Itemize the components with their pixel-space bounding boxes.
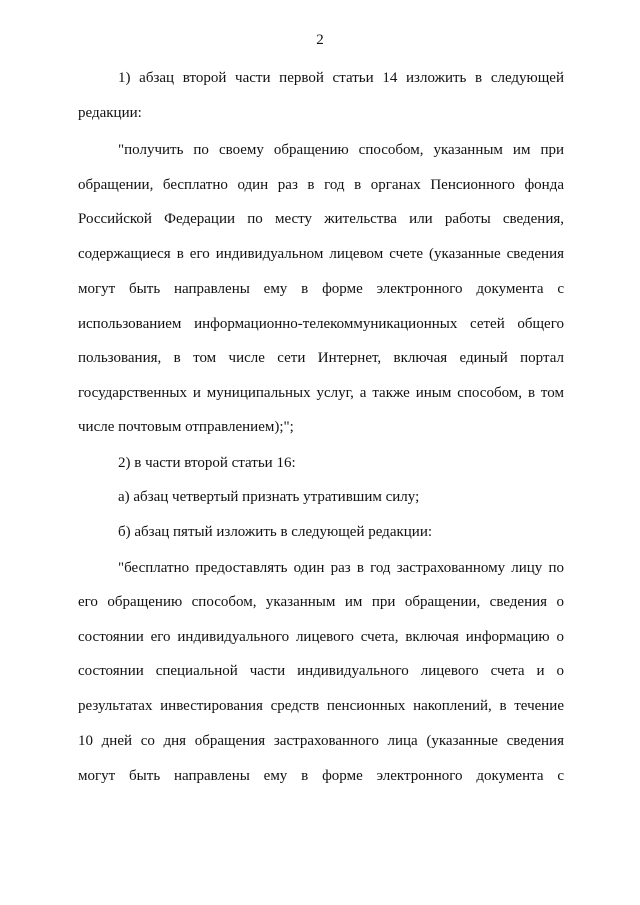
text-line: 1) абзац второй части первой статьи 14 изложить в следующей xyxy=(118,70,564,86)
text-line: состоянии специальной части индивидуального лицевого счета и о xyxy=(78,663,564,679)
text-line: 2) в части второй статьи 16: xyxy=(118,455,296,471)
text-line: "получить по своему обращению способом, указанным им при xyxy=(118,142,564,158)
text-line: содержащиеся в его индивидуальном лицевом счете (указанные сведения xyxy=(78,246,564,262)
page-number: 2 xyxy=(316,32,324,48)
text-line: государственных и муниципальных услуг, а также иным способом, в том xyxy=(78,385,564,401)
text-line: а) абзац четвертый признать утратившим силу; xyxy=(118,489,420,505)
text-line: пользования, в том числе сети Интернет, включая единый портал xyxy=(78,350,564,366)
text-line: использованием информационно-телекоммуникационных сетей общего xyxy=(78,316,564,332)
text-line: числе почтовым отправлением);"; xyxy=(78,419,294,435)
text-line: "бесплатно предоставлять один раз в год застрахованному лицу по xyxy=(118,560,564,576)
text-line: 10 дней со дня обращения застрахованного лица (указанные сведения xyxy=(78,733,564,749)
text-line: результатах инвестирования средств пенсионных накоплений, в течение xyxy=(78,698,564,714)
text-line: состоянии его индивидуального лицевого счета, включая информацию о xyxy=(78,629,564,645)
text-line: обращении, бесплатно один раз в год в органах Пенсионного фонда xyxy=(78,177,564,193)
text-line: могут быть направлены ему в форме электронного документа с xyxy=(78,768,564,784)
text-line: б) абзац пятый изложить в следующей редакции: xyxy=(118,524,433,540)
text-line: редакции: xyxy=(78,105,142,121)
text-line: его обращению способом, указанным им при обращении, сведения о xyxy=(78,594,564,610)
text-line: могут быть направлены ему в форме электронного документа с xyxy=(78,281,564,297)
text-line: Российской Федерации по месту жительства или работы сведения, xyxy=(78,211,564,227)
